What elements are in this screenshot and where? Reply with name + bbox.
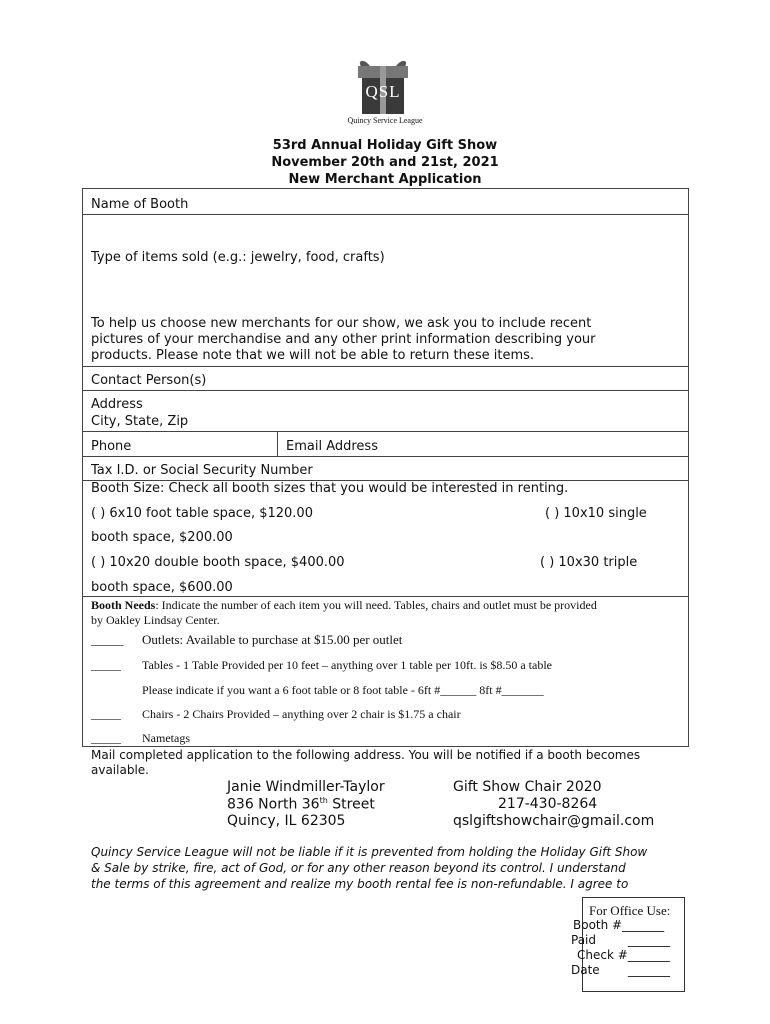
address-label: Address (91, 397, 143, 412)
office-date-blank[interactable]: _______ (628, 963, 670, 977)
pictures-note-3: products. Please note that we will not be able to return these items. (91, 348, 535, 363)
pictures-note-1: To help us choose new merchants for our show, we ask you to include recent (91, 316, 592, 331)
office-date-label: Date (571, 963, 600, 977)
booth-option-10x30-cont: booth space, $600.00 (91, 580, 233, 595)
phone-label: Phone (91, 439, 132, 454)
tables-blank[interactable]: _____ (91, 658, 121, 672)
table-size-label[interactable]: Please indicate if you want a 6 foot table or 8 foot table - 6ft #______ 8ft #_______ (142, 683, 544, 697)
office-use-title: For Office Use: (589, 903, 671, 918)
logo-caption: Quincy Service League (347, 116, 423, 125)
contact-email[interactable]: qslgiftshowchair@gmail.com (453, 813, 655, 829)
outlets-blank[interactable]: _____ (91, 632, 124, 647)
contact-role: Gift Show Chair 2020 (453, 779, 602, 795)
tables-label: Tables - 1 Table Provided per 10 feet – anything over 1 table per 10ft. is $8.50 a table (142, 658, 552, 672)
mail-instructions-1: Mail completed application to the following address. You will be notified if a booth becomes (91, 748, 641, 762)
outlets-label: Outlets: Available to purchase at $15.00 per outlet (142, 632, 403, 647)
booth-size-intro: Booth Size: Check all booth sizes that you would be interested in renting. (91, 481, 569, 496)
booth-needs-label: Booth Needs (91, 598, 156, 612)
office-check[interactable]: Check #_______ (577, 948, 670, 962)
show-dates: November 20th and 21st, 2021 (271, 155, 499, 170)
contact-label: Contact Person(s) (91, 373, 207, 388)
chairs-blank[interactable]: _____ (91, 707, 121, 721)
items-sold-label: Type of items sold (e.g.: jewelry, food, crafts) (91, 250, 385, 265)
email-label: Email Address (286, 439, 378, 454)
booth-needs-intro: : Indicate the number of each item you will need. Tables, chairs and outlet must be provided (155, 598, 597, 612)
booth-option-10x10[interactable]: ( ) 10x10 single (545, 506, 647, 521)
contact-name: Janie Windmiller-Taylor (227, 779, 385, 795)
booth-option-6x10[interactable]: ( ) 6x10 foot table space, $120.00 (91, 506, 313, 521)
city-state-zip-label: City, State, Zip (91, 414, 189, 429)
chairs-label: Chairs - 2 Chairs Provided – anything over 2 chair is $1.75 a chair (142, 707, 461, 721)
contact-phone: 217-430-8264 (498, 796, 598, 812)
pictures-note-2: pictures of your merchandise and any other print information describing your (91, 332, 596, 347)
contact-street: 836 North 36th Street (227, 796, 375, 813)
logo-letters: QSL (365, 82, 401, 101)
disclaimer-1: Quincy Service League will not be liable if it is prevented from holding the Holiday Gift Show (91, 845, 648, 859)
disclaimer-3: the terms of this agreement and realize my booth rental fee is non-refundable. I agree to (91, 877, 629, 891)
booth-option-10x20[interactable]: ( ) 10x20 double booth space, $400.00 (91, 555, 345, 570)
contact-city: Quincy, IL 62305 (227, 813, 346, 829)
office-paid-label: Paid (571, 933, 597, 947)
tax-id-label: Tax I.D. or Social Security Number (91, 463, 313, 478)
mail-instructions-2: available. (91, 763, 149, 777)
office-booth[interactable]: Booth #_______ (573, 918, 665, 932)
booth-option-10x10-cont: booth space, $200.00 (91, 530, 233, 545)
booth-name-label: Name of Booth (91, 197, 189, 212)
show-title: 53rd Annual Holiday Gift Show (272, 138, 498, 153)
application-title: New Merchant Application (288, 172, 482, 187)
booth-needs-intro-2: by Oakley Lindsay Center. (91, 613, 220, 627)
office-paid-blank[interactable]: _______ (628, 933, 670, 947)
nametags-blank[interactable]: _____ (91, 731, 121, 745)
disclaimer-2: & Sale by strike, fire, act of God, or for any other reason beyond its control. I understand (91, 861, 626, 875)
booth-option-10x30[interactable]: ( ) 10x30 triple (540, 555, 638, 570)
nametags-label: Nametags (142, 731, 190, 745)
